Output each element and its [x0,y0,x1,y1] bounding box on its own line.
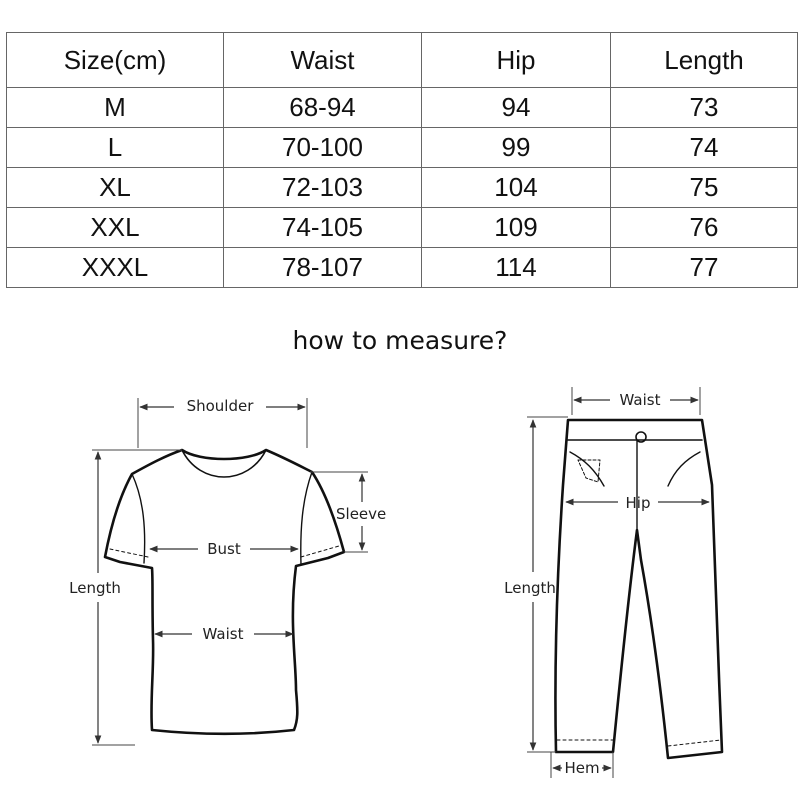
shoulder-label: Shoulder [186,397,254,415]
header-size: Size(cm) [7,33,224,88]
cell-hip: 94 [422,88,611,128]
cell-length: 74 [611,128,798,168]
tshirt-guides [92,398,368,745]
pants-waist-label: Waist [619,391,661,409]
pants-length-label: Length [504,579,556,597]
cell-size: XL [7,168,224,208]
cell-size: XXXL [7,248,224,288]
cell-length: 77 [611,248,798,288]
hip-label: Hip [625,494,651,512]
cell-hip: 114 [422,248,611,288]
cell-length: 73 [611,88,798,128]
hem-label: Hem [564,759,600,777]
cell-waist: 68-94 [224,88,422,128]
header-waist: Waist [224,33,422,88]
cell-waist: 70-100 [224,128,422,168]
cell-hip: 104 [422,168,611,208]
waist-label: Waist [202,625,244,643]
cell-waist: 78-107 [224,248,422,288]
cell-length: 76 [611,208,798,248]
pants-drawing [555,420,722,758]
cell-length: 75 [611,168,798,208]
header-length: Length [611,33,798,88]
cell-waist: 72-103 [224,168,422,208]
cell-size: XXL [7,208,224,248]
cell-size: L [7,128,224,168]
length-label: Length [69,579,121,597]
header-hip: Hip [422,33,611,88]
cell-hip: 99 [422,128,611,168]
tshirt-drawing [105,450,344,734]
sleeve-label: Sleeve [336,505,387,523]
bust-label: Bust [207,540,241,558]
cell-hip: 109 [422,208,611,248]
cell-size: M [7,88,224,128]
measure-heading: how to measure? [292,326,508,355]
cell-waist: 74-105 [224,208,422,248]
